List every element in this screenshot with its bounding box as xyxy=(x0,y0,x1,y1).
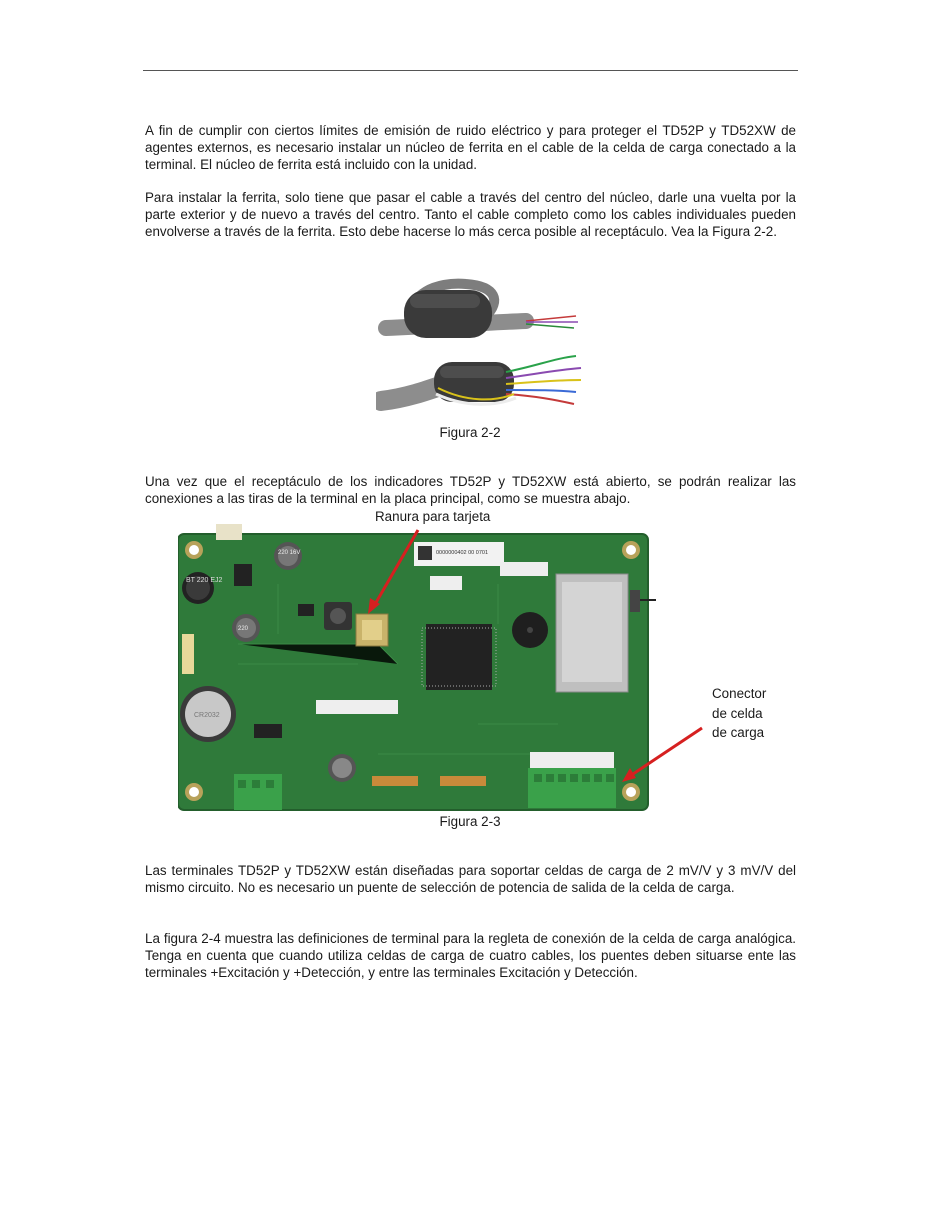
battery-label: CR2032 xyxy=(194,712,220,719)
paragraph-terminal-connections: Una vez que el receptáculo de los indicadores TD52P y TD52XW está abierto, se podrán realizar las conexiones a las tiras de la terminal en la placa principal, como se muestra abajo. xyxy=(145,474,796,506)
label-connector-line3: de carga xyxy=(712,725,765,740)
ferrite-photo xyxy=(376,276,586,421)
connector-white-3 xyxy=(316,700,398,714)
paragraph-ferrite-intro: A fin de cumplir con ciertos límites de emisión de ruido eléctrico y para proteger el TD52P y TD52XW de agentes externos, es necesario instalar un núcleo de ferrita en el cable de la celda de carga conectado a la terminal. El núcleo de ferrita está incluido con la unidad. xyxy=(145,123,796,172)
connector-white-1 xyxy=(430,576,462,590)
paragraph-load-cell-support: Las terminales TD52P y TD52XW están diseñadas para soportar celdas de carga de 2 mV/V y 3 mV/V del mismo circuito. No es necesario un puente de selección de potencia de salida de la celda de carga. xyxy=(145,863,796,895)
cap-label-3: 220 xyxy=(238,626,249,632)
connector-top-left xyxy=(216,524,242,540)
ribbon-connector-1 xyxy=(372,776,418,786)
load-cell-header xyxy=(530,752,614,768)
main-cpu xyxy=(426,624,492,690)
power-terminal-block xyxy=(234,774,282,810)
header-rule xyxy=(143,70,798,71)
pcb-sticker-text: 0000000402 00 0701 xyxy=(436,550,488,556)
cap-label-2: 220 16V xyxy=(278,550,301,556)
paragraph-ferrite-install: Para instalar la ferrita, solo tiene que pasar el cable a través del centro del núcleo, darle una vuelta por la parte exterior y de nuevo a través del centro. Tanto el cable completo como los cables individuales pueden envolverse a través de la ferrita. Esto debe hacerse lo más cerca posible al receptáculo. Vea la Figura 2-2. xyxy=(145,190,796,239)
arrow-load-cell-connector xyxy=(616,724,706,784)
paragraph-terminal-definitions: La figura 2-4 muestra las definiciones de terminal para la regleta de conexión de la celda de carga analógica. Tenga en cuenta que cuando utiliza celdas de carga de cuatro cables, los puentes deben situarse ente las terminales +Excitación y +Detección, y entre las terminales Excitación y Detección. xyxy=(145,931,796,980)
label-connector-line1: Conector xyxy=(712,686,767,701)
cap-label-1: BT 220 EJ2 xyxy=(186,577,223,584)
arrow-card-slot xyxy=(360,526,430,616)
label-connector-line2: de celda xyxy=(712,706,763,721)
label-card-slot: Ranura para tarjeta xyxy=(375,509,491,524)
figure-2-2-caption: Figura 2-2 xyxy=(439,425,501,440)
figure-2-3-caption: Figura 2-3 xyxy=(439,814,501,829)
ribbon-connector-2 xyxy=(440,776,486,786)
connector-left-side xyxy=(182,634,194,674)
connector-white-2 xyxy=(500,562,548,576)
